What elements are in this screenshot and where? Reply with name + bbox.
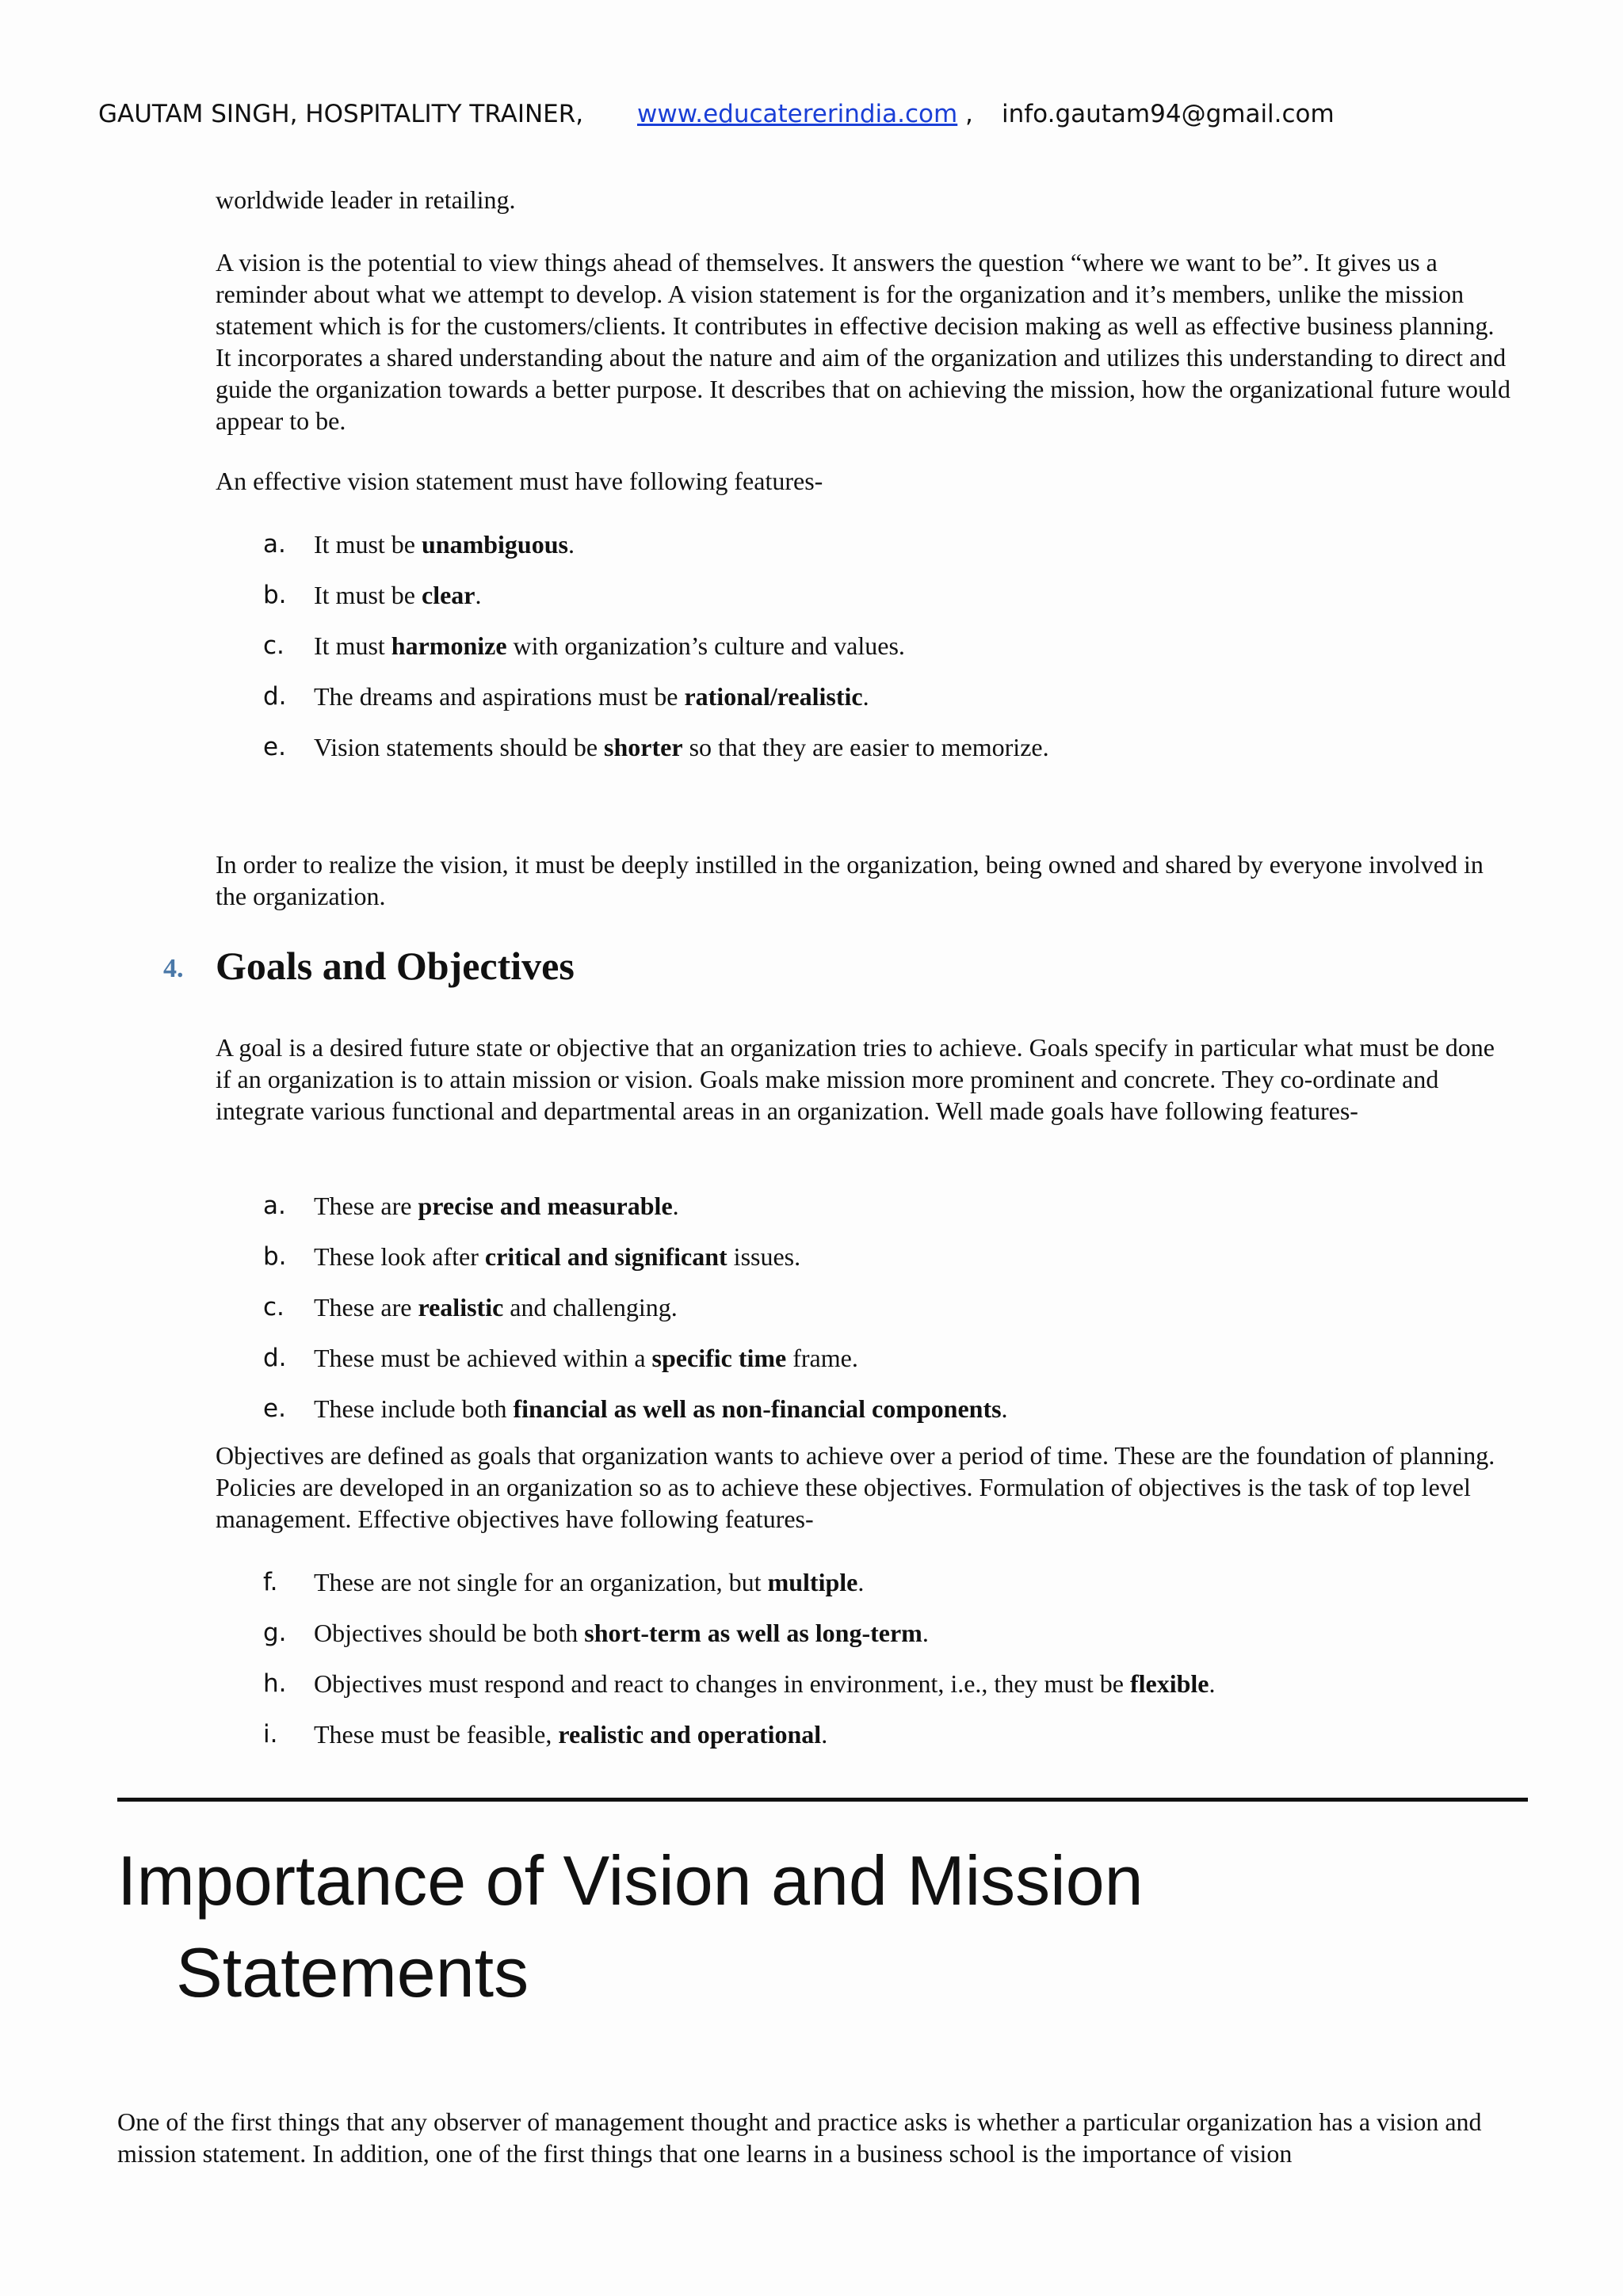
importance-heading-line1: Importance of Vision and Mission xyxy=(117,1841,1144,1920)
list-item: e. Vision statements should be shorter so that they are easier to memorize. xyxy=(263,733,1049,761)
vision-features-intro: An effective vision statement must have following features- xyxy=(216,467,823,495)
section-divider xyxy=(117,1798,1528,1802)
vision-paragraph: A vision is the potential to view things ahead of themselves. It answers the question “where we want to be”. It gives us a reminder about what we attempt to develop. A vision statement is for the organization and it’s members, unlike the mission statement which is for the customers/clients. It contributes in effective decision making as well as effective business planning. It incorporates a shared understanding about the nature and aim of the organization and utilizes this understanding to direct and guide the organization towards a better purpose. It describes that on achieving the mission, how the organizational future would appear to be. xyxy=(216,248,1510,435)
email-address: info.gautam94@gmail.com xyxy=(1002,100,1335,128)
importance-heading xyxy=(117,1835,1528,2019)
list-item: a. It must be unambiguous. xyxy=(263,530,575,559)
list-item: b. These look after critical and significant issues. xyxy=(263,1242,801,1271)
list-item: a. These are precise and measurable. xyxy=(263,1192,679,1220)
list-item: f. These are not single for an organization, but multiple. xyxy=(263,1568,865,1596)
section-number: 4. xyxy=(163,954,184,983)
list-item: c. It must harmonize with organization’s culture and values. xyxy=(263,631,905,660)
goals-paragraph: A goal is a desired future state or objective that an organization tries to achieve. Goals specify in particular what must be done if an organization is to attain mission or vision. Goals make mission more prominent and concrete. They co-ordinate and integrate various functional and departmental areas in an organization. Well made goals have following features- xyxy=(216,1033,1495,1125)
author-name: GAUTAM SINGH, HOSPITALITY TRAINER, xyxy=(98,100,584,128)
objectives-paragraph: Objectives are defined as goals that organization wants to achieve over a period of time. These are the foundation of planning. Policies are developed in an organization so as to achieve these objectives. Formulation of objectives is the task of top level management. Effective objectives have following features- xyxy=(216,1441,1495,1533)
list-item: g. Objectives should be both short-term as well as long-term. xyxy=(263,1619,929,1647)
website-link[interactable]: www.educatererindia.com xyxy=(637,100,958,128)
importance-paragraph: One of the first things that any observer of management thought and practice asks is whether a particular organization has a vision and mission statement. In addition, one of the first things that one learns in a business school is the importance of vision xyxy=(117,2107,1482,2168)
page-header xyxy=(98,100,1335,128)
list-item: b. It must be clear. xyxy=(263,581,482,609)
vision-closing-paragraph: In order to realize the vision, it must be deeply instilled in the organization, being owned and shared by everyone involved in the organization. xyxy=(216,850,1484,910)
header-separator: , xyxy=(965,100,973,128)
list-item: c. These are realistic and challenging. xyxy=(263,1293,678,1322)
list-item: i. These must be feasible, realistic and operational. xyxy=(263,1720,828,1749)
importance-heading-line2: Statements xyxy=(176,1933,529,2012)
section-title: Goals and Objectives xyxy=(216,944,575,988)
goal-features-list xyxy=(216,1190,1515,1444)
list-item: h. Objectives must respond and react to changes in environment, i.e., they must be flexible. xyxy=(263,1669,1216,1698)
objective-features-list xyxy=(216,1566,1515,1769)
list-item: e. These include both financial as well as non-financial components. xyxy=(263,1394,1008,1423)
list-item: d. The dreams and aspirations must be rational/realistic. xyxy=(263,682,869,711)
list-item: d. These must be achieved within a specific time frame. xyxy=(263,1344,858,1372)
vision-features-list xyxy=(216,528,1515,782)
intro-line: worldwide leader in retailing. xyxy=(216,185,516,214)
